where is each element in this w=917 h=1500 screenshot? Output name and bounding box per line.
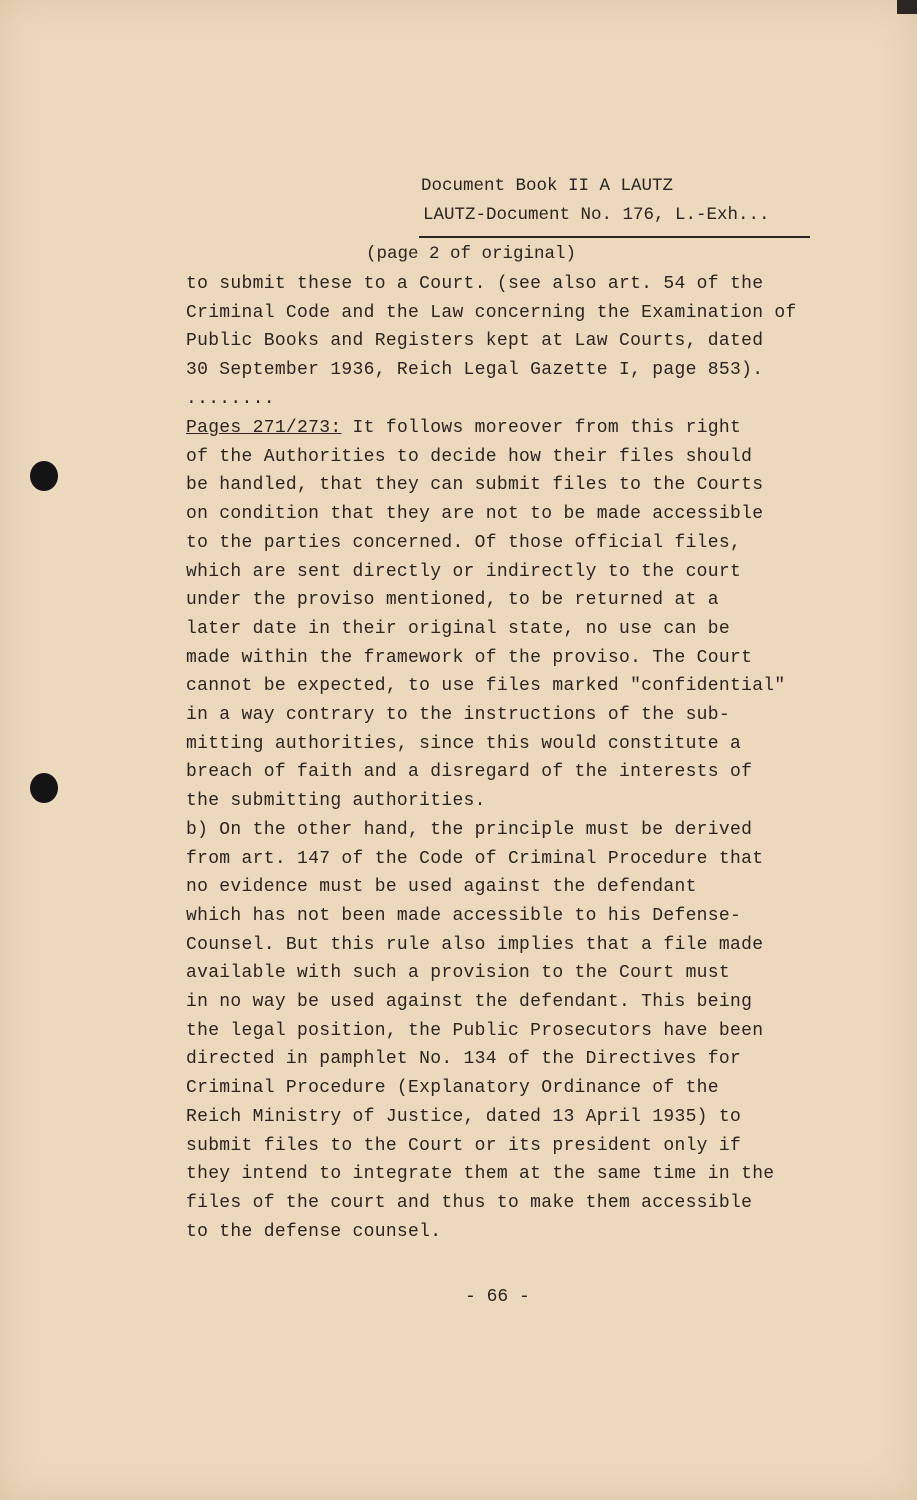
pages-label: Pages 271/273: <box>186 418 342 438</box>
body-line: cannot be expected, to use files marked "confidential" <box>186 676 786 697</box>
body-line: Reich Ministry of Justice, dated 13 April 1935) to <box>186 1106 742 1127</box>
header-underline <box>419 236 810 238</box>
body-line: which has not been made accessible to his Defense- <box>186 905 742 926</box>
body-line: the submitting authorities. <box>186 791 486 812</box>
scan-corner-mark <box>897 0 917 14</box>
page-reference: (page 2 of original) <box>366 244 577 264</box>
intro-line: ........ <box>186 388 275 409</box>
body-line: available with such a provision to the Court must <box>186 963 730 984</box>
body-line: b) On the other hand, the principle must be derived <box>186 819 753 840</box>
page-number: - 66 - <box>465 1287 530 1307</box>
intro-line: 30 September 1936, Reich Legal Gazette I, page 853). <box>186 360 764 381</box>
body-line: be handled, that they can submit files to the Courts <box>186 475 764 496</box>
body-line: Counsel. But this rule also implies that a file made <box>186 934 764 955</box>
body-line: submit files to the Court or its president only if <box>186 1135 742 1156</box>
body-line: from art. 147 of the Code of Criminal Procedure that <box>186 848 764 869</box>
body-line: files of the court and thus to make them accessible <box>186 1192 753 1213</box>
body-line: directed in pamphlet No. 134 of the Directives for <box>186 1049 742 1070</box>
document-book-title: Document Book II A LAUTZ <box>421 176 674 196</box>
intro-line: Criminal Code and the Law concerning the Examination of <box>186 302 797 323</box>
body-line: in a way contrary to the instructions of the sub- <box>186 705 730 725</box>
punch-hole-upper <box>30 461 58 491</box>
section-first-line <box>186 414 741 443</box>
section-first-line-text: It follows moreover from this right <box>341 418 742 438</box>
body-line: Criminal Procedure (Explanatory Ordinance of the <box>186 1078 719 1099</box>
body-line: in no way be used against the defendant. This being <box>186 992 753 1012</box>
body-line: later date in their original state, no use can be <box>186 618 730 639</box>
body-line: they intend to integrate them at the same time in the <box>186 1164 775 1185</box>
punch-hole-lower <box>30 773 58 803</box>
body-line: mitting authorities, since this would constitute a <box>186 733 742 754</box>
body-line: no evidence must be used against the defendant <box>186 877 697 898</box>
document-number: LAUTZ-Document No. 176, L.-Exh... <box>423 205 770 225</box>
intro-line: to submit these to a Court. (see also art. 54 of the <box>186 274 764 294</box>
body-line: on condition that they are not to be made accessible <box>186 504 764 525</box>
body-line: under the proviso mentioned, to be returned at a <box>186 590 719 611</box>
body-line: breach of faith and a disregard of the interests of <box>186 762 753 783</box>
body-line: the legal position, the Public Prosecutors have been <box>186 1020 764 1041</box>
intro-line: Public Books and Registers kept at Law Courts, dated <box>186 331 764 352</box>
body-line: made within the framework of the proviso. The Court <box>186 647 753 668</box>
body-line: to the parties concerned. Of those official files, <box>186 532 742 553</box>
body-line: which are sent directly or indirectly to the court <box>186 561 742 582</box>
body-line: to the defense counsel. <box>186 1221 442 1242</box>
body-line: of the Authorities to decide how their files should <box>186 446 753 467</box>
